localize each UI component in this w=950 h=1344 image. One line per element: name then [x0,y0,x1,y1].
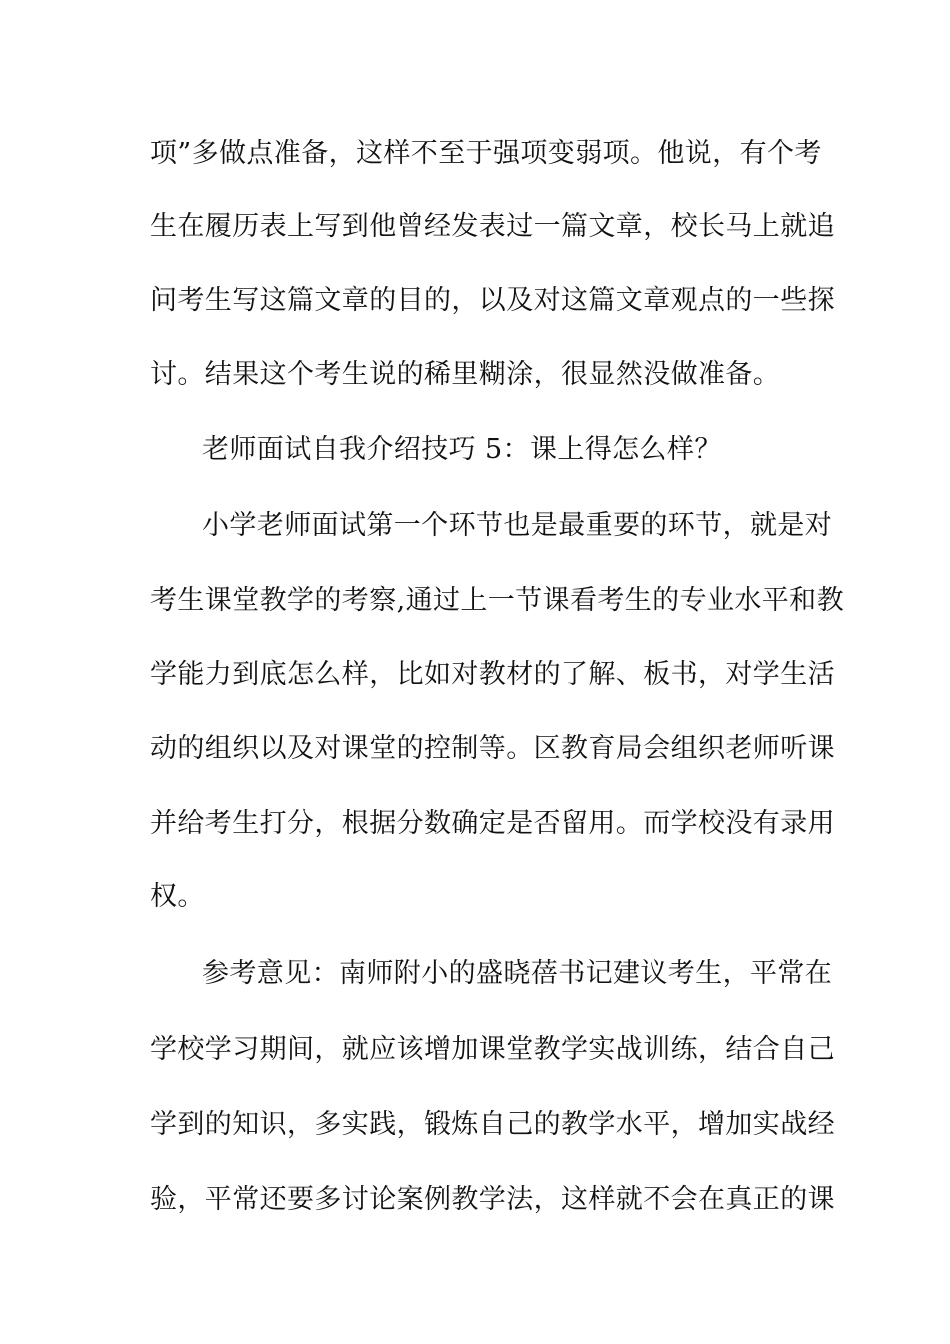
paragraph-start-line: 参考意见：南师附小的盛晓蓓书记建议考生，平常在 [202,958,833,989]
text-line: 动的组织以及对课堂的控制等。区教育局会组织老师听课 [150,733,835,764]
paragraph-start-line: 小学老师面试第一个环节也是最重要的环节，就是对 [202,510,833,541]
text-line: 讨。结果这个考生说的稀里糊涂，很显然没做准备。 [150,359,781,390]
text-line: 权。 [150,881,205,912]
text-line: 项”多做点准备，这样不至于强项变弱项。他说，有个考 [150,138,822,169]
text-line: 学校学习期间，就应该增加课堂教学实战训练，结合自己 [150,1034,835,1065]
text-line: 学到的知识，多实践，锻炼自己的教学水平，增加实战经 [150,1109,835,1140]
text-line: 验，平常还要多讨论案例教学法，这样就不会在真正的课 [150,1184,835,1215]
text-line: 问考生写这篇文章的目的，以及对这篇文章观点的一些探 [150,285,835,316]
text-line: 考生课堂教学的考察,通过上一节课看考生的专业水平和教 [150,585,844,616]
section-heading: 老师面试自我介绍技巧 5：课上得怎么样？ [202,434,722,465]
text-line: 学能力到底怎么样，比如对教材的了解、板书，对学生活 [150,659,835,690]
text-line: 生在履历表上写到他曾经发表过一篇文章，校长马上就追 [150,211,835,242]
text-line: 并给考生打分，根据分数确定是否留用。而学校没有录用 [150,808,835,839]
